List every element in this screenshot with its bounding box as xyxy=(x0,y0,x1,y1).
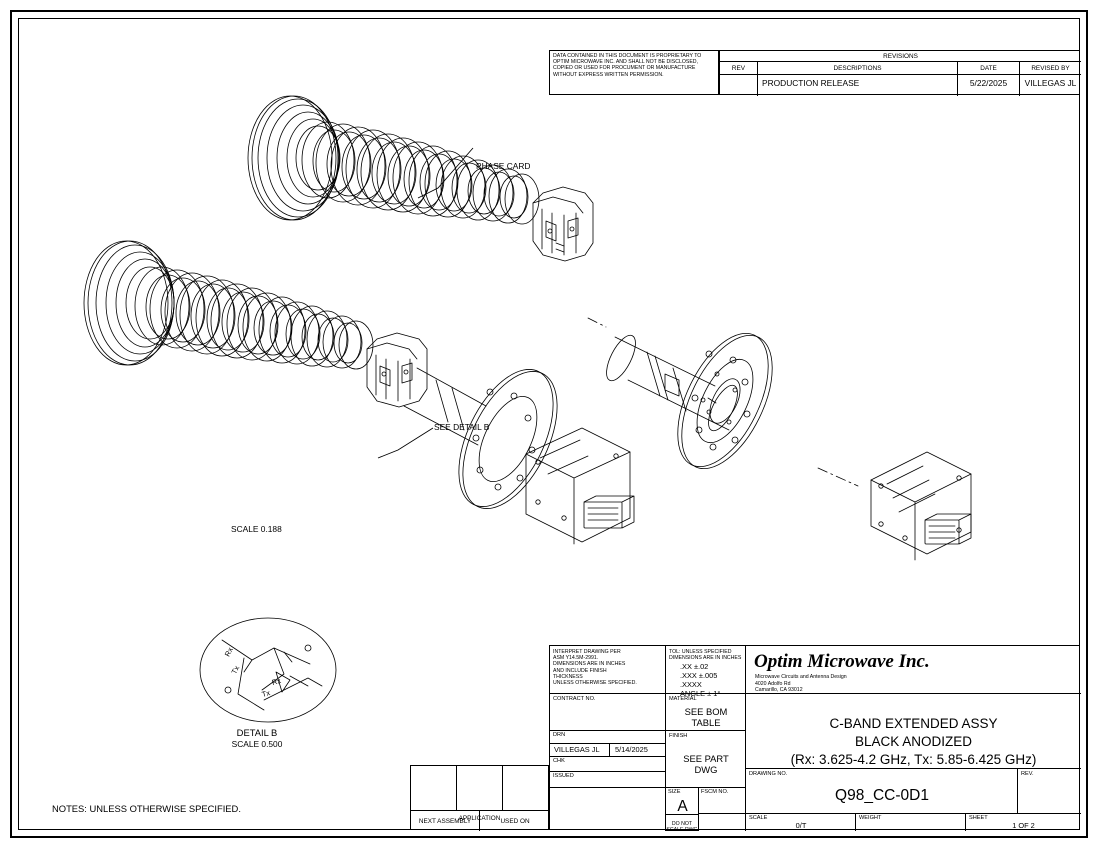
material-value-2: TABLE xyxy=(691,717,721,728)
label-detail-b-title: DETAIL B xyxy=(236,727,278,738)
detail-b-view xyxy=(200,618,336,722)
interpret-line-4: AND INCLUDE FINISH xyxy=(553,667,607,674)
company-address-2: Camarillo, CA 93012 xyxy=(755,687,803,694)
do-not-scale-label: DO NOT SCALE DWG xyxy=(666,821,698,834)
company-tagline: Microwave Circuits and Antenna Design xyxy=(755,674,847,680)
app-cell-3 xyxy=(503,766,550,810)
rev-header-description: DESCRIPTIONS xyxy=(758,62,958,74)
drn-date-cell xyxy=(610,744,666,757)
scale-cell xyxy=(746,814,856,831)
rev-row-1-date: 5/22/2025 xyxy=(958,75,1020,96)
app-cell-2 xyxy=(457,766,503,810)
drn-value-cell xyxy=(550,744,610,757)
label-phase-card: PHASE CARD xyxy=(476,161,531,171)
detail-mark-rx-1: Rx xyxy=(222,645,235,659)
detail-mark-tx-2: Tx xyxy=(260,688,272,699)
size-label: SIZE xyxy=(668,789,681,795)
chk-label: CHK xyxy=(553,758,565,764)
drawing-no-label: DRAWING NO. xyxy=(749,771,788,777)
contract-no-label: CONTRACT NO. xyxy=(553,696,596,702)
rev-cell xyxy=(1018,769,1081,814)
drawing-title-line-2: BLACK ANODIZED xyxy=(854,734,973,749)
sheet-label: SHEET xyxy=(969,815,988,821)
finish-value-2: DWG xyxy=(694,764,718,775)
drawing-title-cell xyxy=(746,694,1081,769)
label-main-scale: SCALE 0.188 xyxy=(231,524,282,534)
revisions-title: REVISIONS xyxy=(720,51,1081,62)
revisions-block xyxy=(719,50,1080,95)
detail-b-leader xyxy=(378,428,433,458)
material-cell xyxy=(666,694,746,731)
application-label: APPLICATION xyxy=(458,815,501,822)
finish-label: FINISH xyxy=(669,733,688,739)
scale-label: SCALE xyxy=(749,815,768,821)
rev-field-label: REV. xyxy=(1021,771,1034,777)
tolerance-row-3: .XXXX xyxy=(680,680,702,690)
company-block xyxy=(746,646,1081,694)
rev-header-rev: REV xyxy=(720,62,758,74)
weight-label: WEIGHT xyxy=(859,815,882,821)
drawing-title-line-1: C-BAND EXTENDED ASSY xyxy=(829,716,998,731)
rev-row-1-rev xyxy=(720,75,758,96)
app-cell-1 xyxy=(411,766,457,810)
interpret-line-5: THICKNESS xyxy=(553,673,583,680)
waveguide-body xyxy=(601,320,791,483)
fscm-spacer xyxy=(699,814,746,831)
interpret-cell xyxy=(550,646,666,694)
upper-horn-assembly xyxy=(248,96,593,261)
chk-cell xyxy=(550,757,666,772)
drn-value: VILLEGAS JL xyxy=(554,745,600,754)
material-value-1: SEE BOM xyxy=(684,706,728,717)
proprietary-note-text: DATA CONTAINED IN THIS DOCUMENT IS PROPRIETARY TO OPTIM MICROWAVE INC. AND SHALL NOT BE DISCLOSED, COPIED OR USED FOR PROCUMENT OR MANUFACTURE WITHOUT EXPRESS WRITTEN PERMISSION. xyxy=(553,53,702,78)
size-cell xyxy=(666,788,699,834)
scale-value: 0/T xyxy=(795,821,807,830)
label-detail-b-scale: SCALE 0.500 xyxy=(231,739,283,749)
drn-date: 5/14/2025 xyxy=(615,745,648,754)
company-address-1: 4020 Adolfo Rd xyxy=(755,680,791,687)
sheet-value: 1 OF 2 xyxy=(1012,821,1035,830)
company-name: Optim Microwave Inc. xyxy=(754,651,930,672)
tolerance-row-1: .XX ±.02 xyxy=(680,662,709,672)
finish-cell xyxy=(666,731,746,788)
do-not-scale-cell xyxy=(665,814,699,834)
drawing-no-cell xyxy=(746,769,1018,814)
lower-horn-assembly xyxy=(84,241,634,544)
proprietary-note-block xyxy=(549,50,719,95)
sheet-cell xyxy=(966,814,1081,831)
tolerance-header-2: DIMENSIONS ARE IN INCHES xyxy=(669,655,742,662)
material-label: MATERIAL xyxy=(669,696,697,702)
contract-no-cell xyxy=(550,694,666,731)
rev-row-1 xyxy=(720,75,1081,96)
drawing-no-value: Q98_CC-0D1 xyxy=(835,787,929,804)
size-value: A xyxy=(677,798,688,815)
interpret-line-6: UNLESS OTHERWISE SPECIFIED. xyxy=(553,680,637,687)
used-on-label: USED ON xyxy=(500,818,530,825)
next-assembly-label: NEXT ASSEMBLY xyxy=(418,818,472,825)
weight-cell xyxy=(856,814,966,831)
title-block xyxy=(549,645,1080,834)
drawing-title-line-3: (Rx: 3.625-4.2 GHz, Tx: 5.85-6.425 GHz) xyxy=(790,752,1037,767)
notes-text: NOTES: UNLESS OTHERWISE SPECIFIED. xyxy=(52,803,241,814)
fscm-label: FSCM NO. xyxy=(701,789,729,795)
issued-cell xyxy=(550,772,666,788)
interpret-line-1: INTERPRET DRAWING PER xyxy=(553,649,621,655)
detail-mark-tx-1: Tx xyxy=(229,664,242,676)
interpret-line-3: DIMENSIONS ARE IN INCHES xyxy=(553,661,626,668)
drn-label: DRN xyxy=(553,732,566,738)
finish-value-1: SEE PART xyxy=(683,753,729,764)
label-see-detail-b: SEE DETAIL B xyxy=(434,422,490,432)
tolerance-header-1: TOL: UNLESS SPECIFIED xyxy=(669,649,732,655)
fscm-cell xyxy=(699,788,746,814)
tolerance-row-2: .XXX ±.005 xyxy=(680,671,718,681)
rev-row-1-revised-by: VILLEGAS JL xyxy=(1024,78,1077,88)
interpret-line-2: ASM Y14.5M-2991. xyxy=(553,655,599,662)
lower-left-blank xyxy=(550,788,666,831)
tolerance-row-4: ANGLE ± 1° xyxy=(680,689,721,699)
rev-header-revised-by: REVISED BY xyxy=(1031,65,1070,72)
detail-mark-rx-2: Rx xyxy=(270,676,282,688)
rev-header-date: DATE xyxy=(958,62,1020,74)
rev-row-1-description: PRODUCTION RELEASE xyxy=(758,75,958,96)
rf-module-right xyxy=(871,452,971,560)
issued-label: ISSUED xyxy=(553,773,574,779)
drn-cell xyxy=(550,731,666,744)
